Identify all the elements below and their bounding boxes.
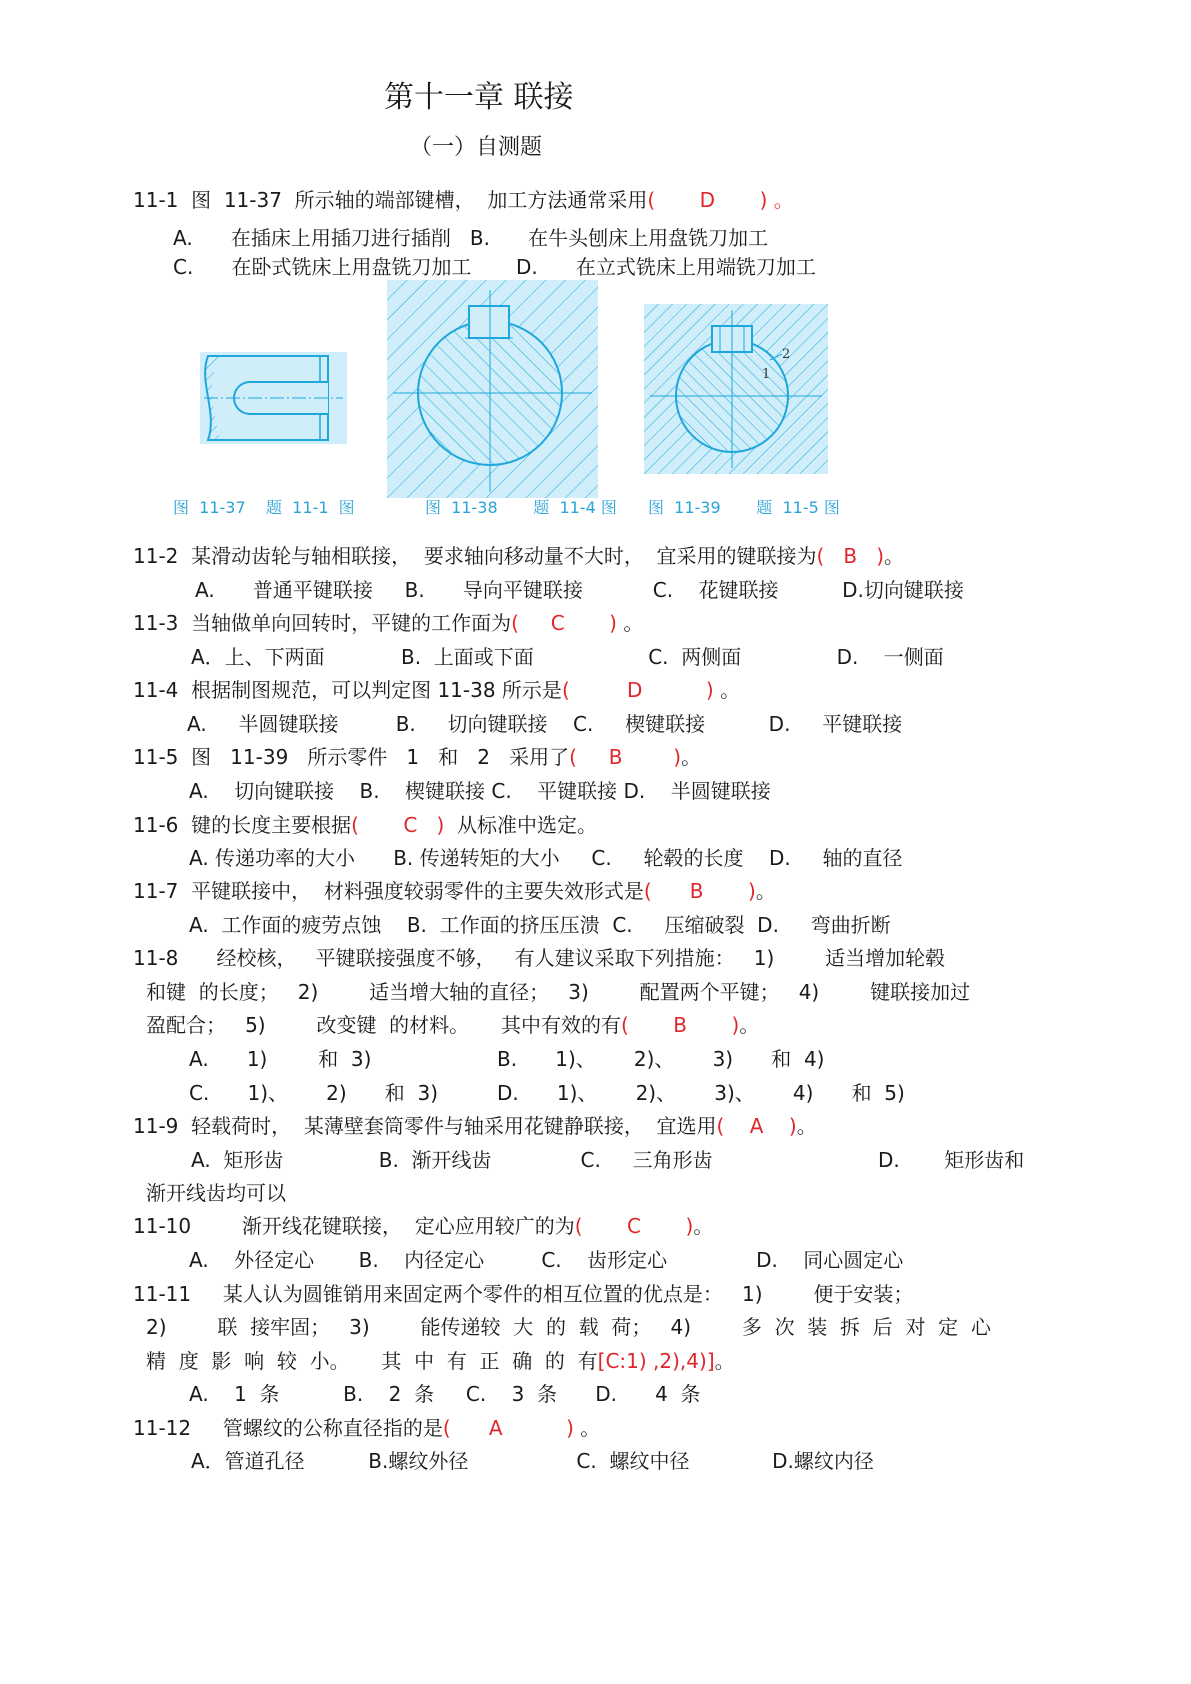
- answer: ( C ): [511, 611, 617, 635]
- answer: ( C ): [351, 813, 445, 837]
- options-line: C. 在卧式铣床上用盘铣刀加工 D. 在立式铣床上用端铣刀加工: [173, 255, 816, 279]
- question-11-7: [133, 879, 776, 903]
- option-b: B. 1)、 2)、 3) 和 4): [497, 1047, 825, 1071]
- question-11-5: [133, 745, 701, 769]
- question-11-11-line1: 11-11 某人认为圆锥销用来固定两个零件的相互位置的优点是： 1) 便于安装；: [133, 1282, 914, 1306]
- options-line: A. 传递功率的大小 B. 传递转矩的大小 C. 轮毂的长度 D. 轴的直径: [189, 846, 903, 870]
- options-line: A. 普通平键联接 B. 导向平键联接 C. 花键联接 D.切向键联接: [195, 578, 964, 602]
- option-c: C. 1)、 2) 和 3): [189, 1081, 439, 1105]
- answer: [C:1) ,2),4)]: [597, 1349, 715, 1373]
- options-line: A. 切向键联接 B. 楔键联接 C. 平键联接 D. 半圆键联接: [189, 779, 771, 803]
- question-11-8-line3: [146, 1013, 759, 1037]
- question-text: 11-2 某滑动齿轮与轴相联接， 要求轴向移动量不大时， 宜采用的键联接为: [133, 544, 817, 568]
- figure-11-39: [644, 304, 828, 474]
- question-text: 精 度 影 响 较 小。 其 中 有 正 确 的 有: [146, 1349, 598, 1373]
- caption-figure-11-39: 图 11-39 题 11-5 图: [648, 498, 840, 517]
- options-line: A. 1 条 B. 2 条 C. 3 条 D. 4 条: [189, 1382, 701, 1406]
- question-11-11-line3: [146, 1349, 735, 1373]
- question-text: 11-5 图 11-39 所示零件 1 和 2 采用了: [133, 745, 570, 769]
- options-line: A. 矩形齿 B. 渐开线齿 C. 三角形齿 D. 矩形齿和: [191, 1148, 1025, 1172]
- options-line: A．管道孔径 B.螺纹外径 C. 螺纹中径 D.螺纹内径: [191, 1449, 874, 1473]
- question-11-11-line2: 2) 联 接牢固； 3) 能传递较 大 的 载 荷； 4) 多 次 装 拆 后 对 定 心: [146, 1315, 991, 1339]
- question-11-8-line2: 和键 的长度； 2) 适当增大轴的直径； 3) 配置两个平键； 4) 键联接加过: [146, 980, 971, 1004]
- question-end: 从标准中选定。: [444, 813, 597, 837]
- answer: ( A ): [716, 1114, 797, 1138]
- question-11-6: [133, 813, 597, 837]
- section-subtitle: （一）自测题: [410, 135, 543, 160]
- question-text: 11-9 轻载荷时， 某薄壁套筒零件与轴采用花键静联接， 宜选用: [133, 1114, 717, 1138]
- answer: ( D ) 。: [647, 188, 794, 212]
- options-line: A．上、下两面 B. 上面或下面 C. 两侧面 D. 一侧面: [191, 645, 944, 669]
- chapter-title: 第十一章 联接: [384, 80, 574, 115]
- caption-figure-11-38: 图 11-38 题 11-4 图: [425, 498, 617, 517]
- question-end: 。: [884, 544, 905, 568]
- question-end: 。: [755, 879, 776, 903]
- caption-figure-11-37: 图 11-37 题 11-1 图: [173, 498, 355, 517]
- question-end: 。: [739, 1013, 760, 1037]
- question-end: 。: [693, 1214, 714, 1238]
- question-text: 11-7 平键联接中， 材料强度较弱零件的主要失效形式是: [133, 879, 644, 903]
- answer: ( C ): [574, 1214, 694, 1238]
- figure-11-38: [387, 280, 598, 498]
- question-text: 11-6 键的长度主要根据: [133, 813, 352, 837]
- question-text: 盈配合； 5) 改变键 的材料。 其中有效的有: [146, 1013, 621, 1037]
- figure-11-37: [200, 352, 347, 444]
- question-11-2: [133, 544, 904, 568]
- question-11-3: [133, 611, 643, 635]
- question-11-9: [133, 1114, 817, 1138]
- answer: ( A ): [442, 1416, 574, 1440]
- question-text: 11-4 根据制图规范，可以判定图 11-38 所示是: [133, 678, 562, 702]
- answer: ( B ): [620, 1013, 740, 1037]
- question-11-4: [133, 678, 740, 702]
- question-11-12: [133, 1416, 600, 1440]
- answer: ( B ): [643, 879, 756, 903]
- question-text: 11-12 管螺纹的公称直径指的是: [133, 1416, 443, 1440]
- question-end: 。: [714, 1349, 735, 1373]
- answer: ( B ): [569, 745, 682, 769]
- answer: ( B ): [816, 544, 885, 568]
- option-a: A. 1) 和 3): [189, 1047, 372, 1071]
- options-line-cont: 渐开线齿均可以: [146, 1181, 286, 1205]
- question-text: 11-10 渐开线花键联接， 定心应用较广的为: [133, 1214, 575, 1238]
- question-end: 。: [616, 611, 644, 635]
- options-line: A. 外径定心 B. 内径定心 C. 齿形定心 D. 同心圆定心: [189, 1248, 904, 1272]
- question-end: 。: [796, 1114, 817, 1138]
- answer: ( D ): [561, 678, 714, 702]
- question-end: 。: [681, 745, 702, 769]
- question-text: 11-1 图 11-37 所示轴的端部键槽， 加工方法通常采用: [133, 188, 648, 212]
- options-line: A. 工作面的疲劳点蚀 B. 工作面的挤压压溃 C. 压缩破裂 D. 弯曲折断: [189, 913, 891, 937]
- part-label-2: 2: [782, 347, 791, 362]
- part-label-1: 1: [762, 367, 771, 382]
- options-line: A. 在插床上用插刀进行插削 B. 在牛头刨床上用盘铣刀加工: [173, 226, 769, 250]
- question-text: 11-3 当轴做单向回转时，平键的工作面为: [133, 611, 512, 635]
- question-11-8-line1: 11-8 经校核， 平键联接强度不够， 有人建议采取下列措施： 1) 适当增加轮毂: [133, 946, 946, 970]
- question-end: 。: [713, 678, 741, 702]
- question-end: 。: [573, 1416, 601, 1440]
- option-d: D. 1)、 2)、 3)、 4) 和 5): [497, 1081, 905, 1105]
- question-11-1: [133, 188, 794, 212]
- options-line: A. 半圆键联接 B. 切向键联接 C. 楔键联接 D. 平键联接: [187, 712, 903, 736]
- question-11-10: [133, 1214, 713, 1238]
